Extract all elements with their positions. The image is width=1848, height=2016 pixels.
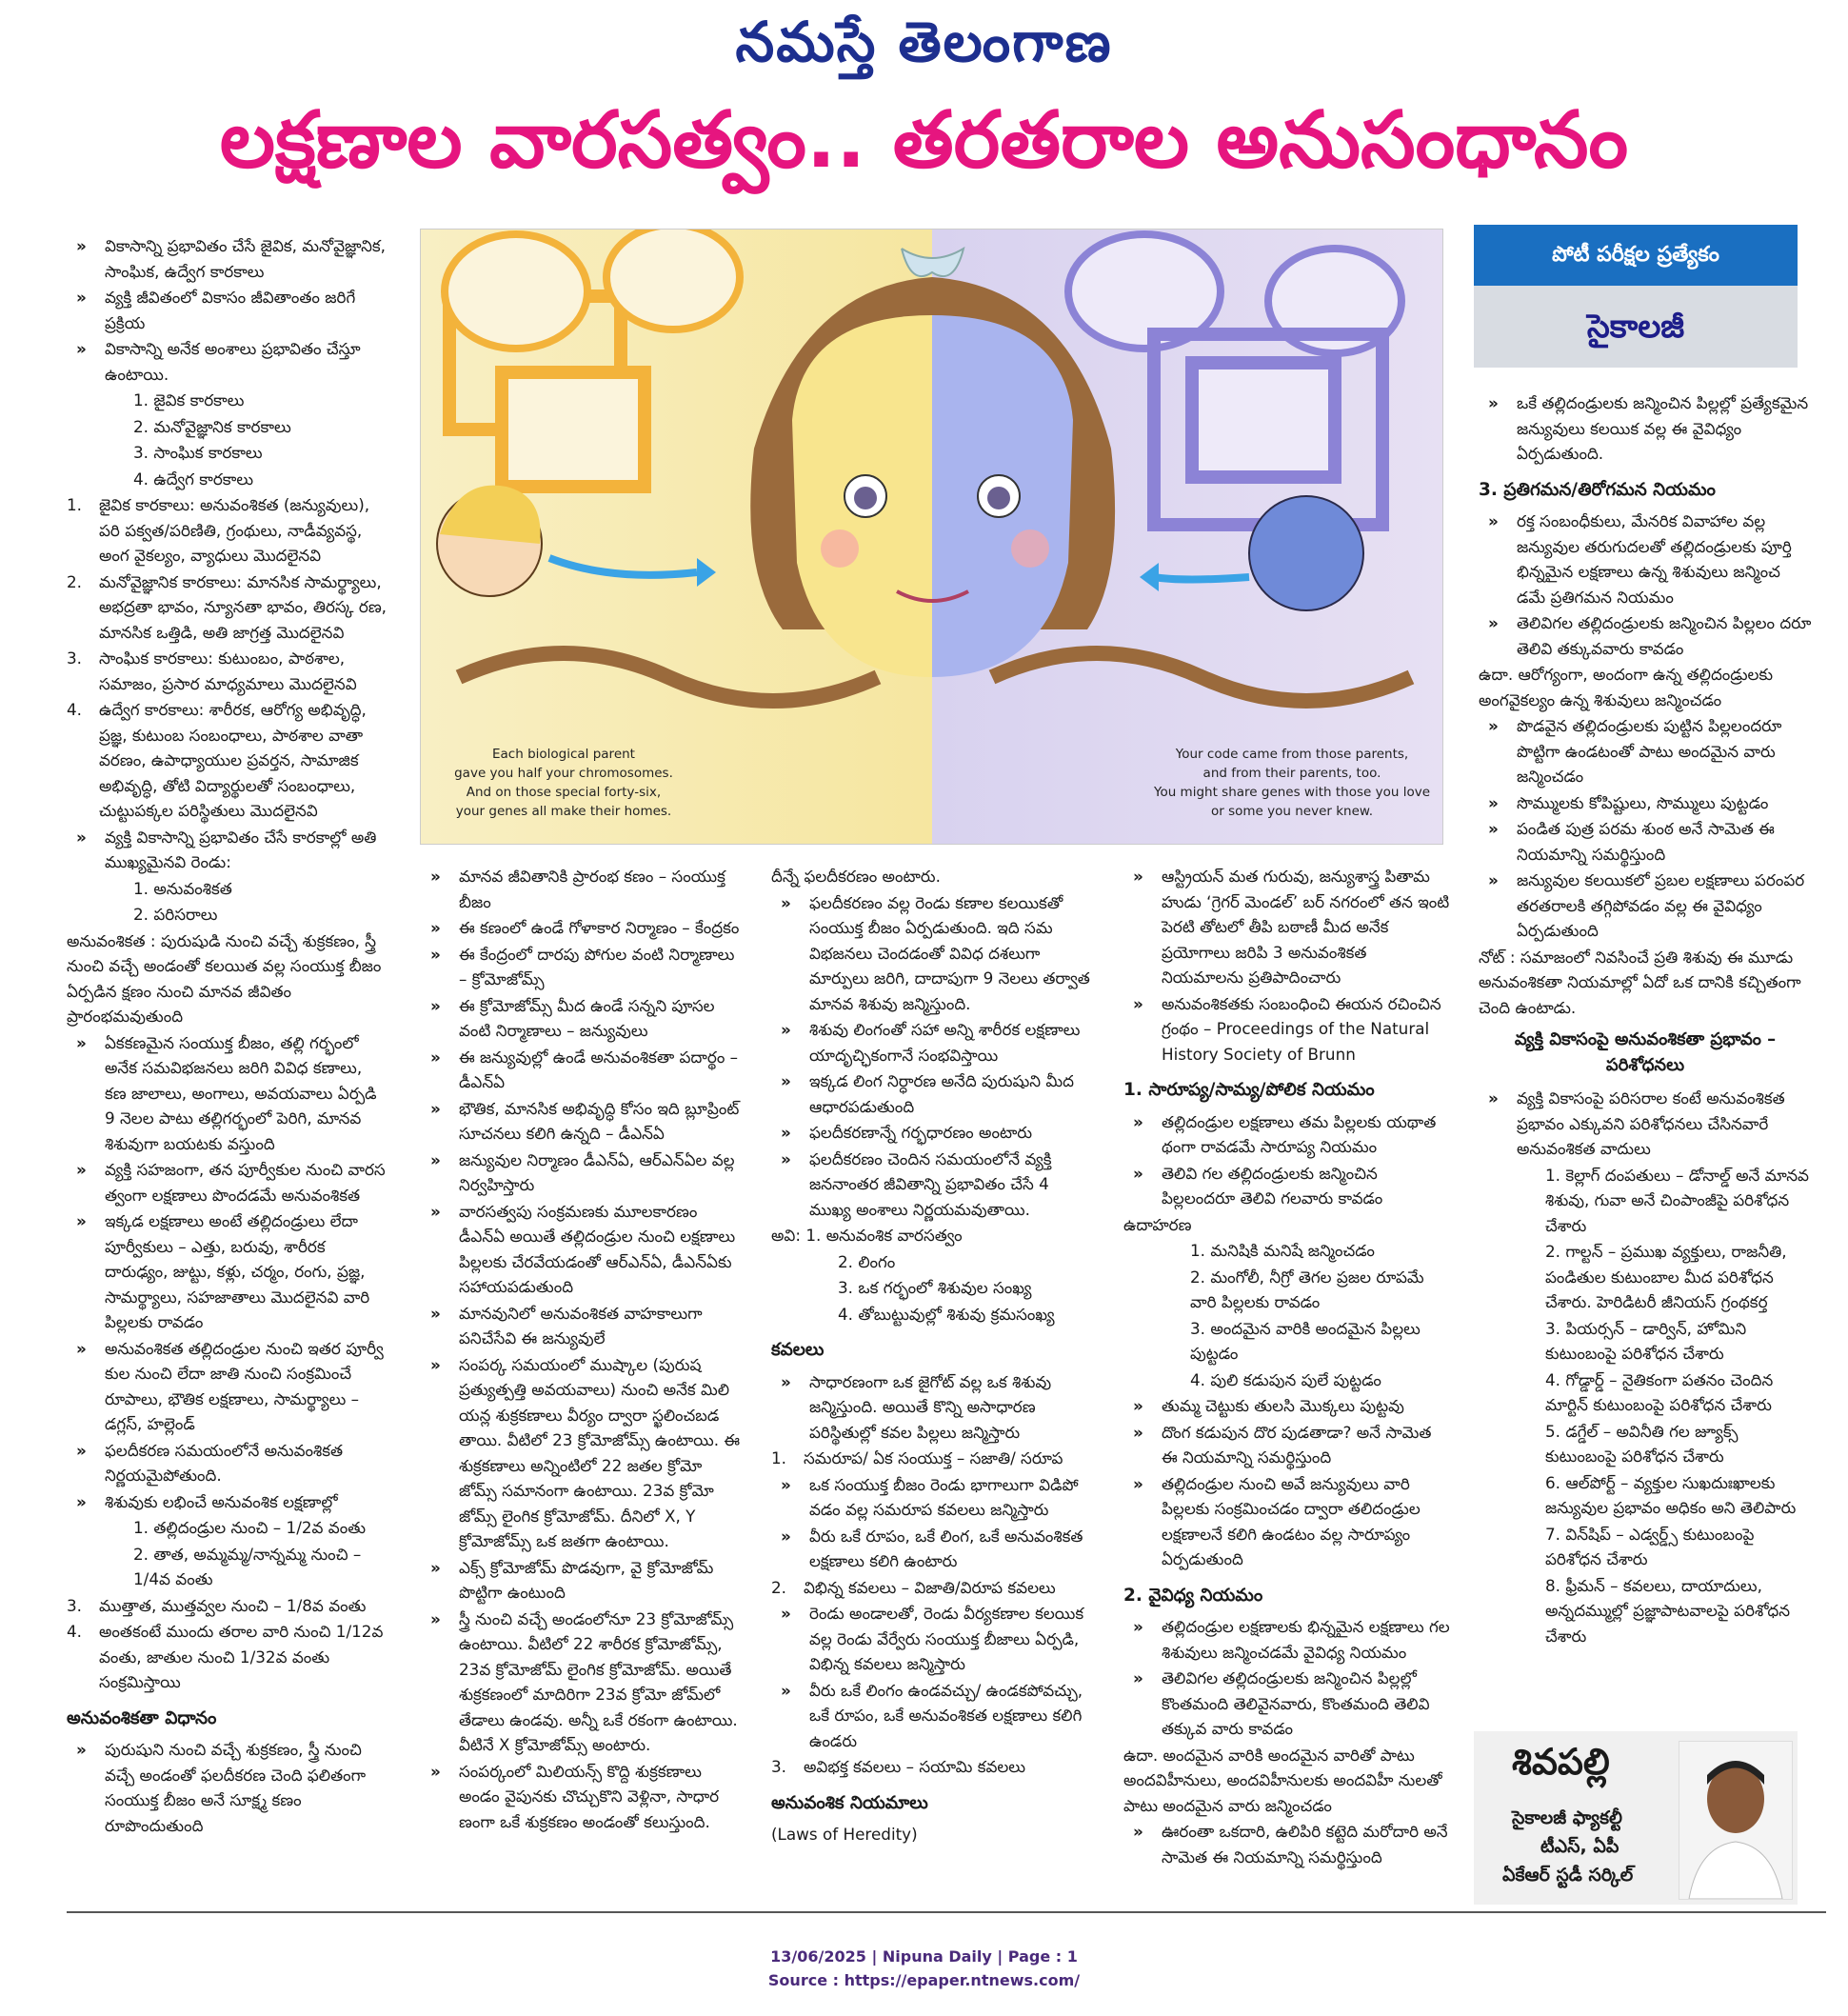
list-item: 1. జైవిక కారకాలు: [133, 390, 245, 409]
list-item: » తెలివిగల తల్లిదండ్రులకు జన్మించిన పిల్లల్లో కొంతమంది తెలివైనవారు, కొంతమంది తెలివి తక్కువ వారు కావడం: [1123, 1666, 1452, 1742]
list-item: » మానవ జీవితానికి ప్రారంభ కణం – సంయుక్త బీజం: [421, 864, 743, 914]
list-item: » ఫలదీకరణాన్నే గర్భధారణం అంటారు: [771, 1120, 1095, 1146]
item-number: 3.: [67, 1595, 83, 1615]
list-item: » పొడవైన తల్లిదండ్రులకు పుట్టిన పిల్లలందరూ పొట్టిగా ఉండటంతో పాటు అందమైన వారు జన్మించడం: [1479, 713, 1812, 789]
parents-frame-left: [502, 372, 645, 487]
list-item: » ఊరంతా ఒకదారి, ఉలిపిరి కట్టెది మరోదారి అనే సామెత ఈ నియమాన్ని సమర్థిస్తుంది: [1123, 1819, 1452, 1869]
article-column-3: [771, 864, 1095, 1848]
section-heading: 2. వైవిధ్య నియమం: [1123, 1585, 1263, 1606]
child-cheek: [1011, 529, 1049, 568]
list-item: [771, 1575, 1095, 1601]
list-item: » ఏకకణమైన సంయుక్త బీజం, తల్లి గర్భంలో అనేక సమవిభజనలు జరిగి వివిధ కణాలు, కణ జాలాలు, అంగాలు, అవయవాలు ఏర్పడి 9 నెలల పాటు తల్లిగర్భంలో పెరిగి, మానవ శిశువుగా బయటకు వస్తుంది: [67, 1030, 388, 1157]
list-item: » ఫలదీకరణ సమయంలోనే అనువంశికత నిర్ణయమైపోతుంది.: [67, 1438, 388, 1488]
list-item: 2. గాల్టన్ – ప్రముఖ వ్యక్తులు, రాజనీతి, పండితుల కుటుంబాల మీద పరిశోధన చేశారు. హెరిడిటరీ జీనియస్ గ్రంథకర్త: [1545, 1242, 1787, 1311]
list-item: » ఇక్కడ లక్షణాలు అంటే తల్లిదండ్రులు లేదా పూర్వీకులు – ఎత్తు, బరువు, శారీరక దారుఢ్యం, జుట్టు, కళ్లు, చర్మం, రంగు, ప్రజ్ఞ, సామర్థ్యాలు, సహజాతాలు మొదలైనవి వారి పిల్లలకు రావడం: [67, 1208, 388, 1335]
list-item: » ఇక్కడ లింగ నిర్ధారణ అనేది పురుషుని మీద ఆధారపడుతుంది: [771, 1068, 1095, 1119]
parents-frame-right: [1192, 363, 1335, 477]
item-text: అంతకంటే ముందు తరాల వారి నుంచి 1/12వ వంతు, జాతుల నుంచి 1/32వ వంతు సంక్రమిస్తాయి: [99, 1622, 384, 1691]
section-heading: 3. ప్రతిగమన/తిరోగమన నియమం: [1479, 479, 1716, 500]
section-tag: పోటీ పరీక్షల ప్రత్యేకం: [1474, 225, 1798, 286]
list-item: » జన్యువుల కలయికలో ప్రబల లక్షణాలు పరంపర తరతరాలకి తగ్గిపోవడం వల్ల ఈ వైవిధ్యం ఏర్పడుతుంది: [1479, 868, 1812, 944]
list-item: » వ్యక్తి వికాసాన్ని ప్రభావితం చేసే కారకాల్లో అతి ముఖ్యమైనవి రెండు:: [67, 825, 388, 875]
list-item: 5. డగ్డేల్ – అవినీతి గల జ్యూక్స్ కుటుంబంపై పరిశోధన చేశారు: [1545, 1421, 1739, 1466]
list-item: » ఆస్ట్రియన్ మత గురువు, జన్యుశాస్త్ర పితామ హుడు ‘గ్రెగర్ మెండల్’ బర్ నగరంలో తన ఇంటి పెరటి తోటలో తీపి బఠాణీ మీద అనేక ప్రయోగాలు జరిపి 3 అనువంశికత నియమాలను ప్రతిపాదించారు: [1123, 864, 1452, 990]
list-item: 2. పరిసరాలు: [133, 905, 218, 924]
list-item: నోట్ : సమాజంలో నివసించే ప్రతి శిశువు ఈ మూడు అనువంశికతా నియమాల్లో ఏదో ఒక దానికి కచ్చితంగా చెంది ఉంటాడు.: [1479, 947, 1801, 1017]
item-text: ఉద్వేగ కారకాలు: శారీరక, ఆరోగ్య అభివృద్ధి, ప్రజ్ఞ, కుటుంబ సంబంధాలు, పాఠశాల వాతా వరణం, ఉపాధ్యాయుల ప్రవర్తన, సామాజిక అభివృద్ధి, తోటి విద్యార్థులతో సంబంధాలు, చుట్టుపక్కల పరిస్థితులు మొదలైనవి: [99, 700, 367, 820]
list-item: » రక్త సంబంధీకులు, మేనరిక వివాహాల వల్ల జన్యువుల తరుగుదలతో తల్లిదండ్రులకు పూర్తి భిన్నమైన లక్షణాలు ఉన్న శిశువులు జన్మించ డమే ప్రతిగమన నియమం: [1479, 509, 1812, 609]
list-item: » సొమ్ములకు కోపిష్టులు, సొమ్ములు పుట్టడం: [1479, 790, 1812, 816]
item-number: 1.: [771, 1448, 787, 1467]
section-heading: కవలలు: [771, 1340, 825, 1360]
illustration: [420, 229, 1443, 845]
list-item: ఉదా. ఆరోగ్యంగా, అందంగా ఉన్న తల్లిదండ్రులకు అంగవైకల్యం ఉన్న శిశువులు జన్మించడం: [1479, 665, 1773, 709]
list-item: 8. ఫ్రీమన్ – కవలలు, దాయాదులు, అన్నదమ్ముల్లో ప్రజ్ఞాపాటవాలపై పరిశోధన చేశారు: [1545, 1575, 1790, 1646]
list-item: 1. అనువంశికత: [133, 878, 232, 898]
article-column-1: [67, 233, 388, 1839]
caption-left-line: your genes all make their homes.: [455, 804, 672, 819]
list-item: 1. తల్లిదండ్రుల నుంచి – 1/2వ వంతు: [133, 1518, 367, 1537]
item-text: విభిన్న కవలలు – విజాతి/విరూప కవలలు: [804, 1577, 1056, 1597]
item-number: 2.: [771, 1577, 787, 1597]
footer-source-line: Source : https://epaper.ntnews.com/: [767, 1971, 1081, 1989]
list-item: [67, 569, 388, 646]
portrait-bubble: [445, 234, 587, 349]
child-cheek: [821, 529, 859, 568]
author-box: [1474, 1731, 1798, 1905]
list-item: 4. గోడ్డార్డ్ – నైతికంగా పతనం చెందిన మార్టిన్ కుటుంబంపై పరిశోధన చేశారు: [1545, 1369, 1774, 1414]
item-number: 4.: [67, 700, 83, 719]
list-item: » అనువంశికత తల్లిదండ్రుల నుంచి ఇతర పూర్వీ కుల నుంచి లేదా జాతి నుంచి సంక్రమించే రూపాలు, భౌతిక లక్షణాలు, సామర్థ్యాలు – డగ్లస్, హల్లెండ్: [67, 1336, 388, 1437]
list-item: » తల్లిదండ్రుల లక్షణాలు తమ పిల్లలకు యథాత థంగా రావడమే సారూప్య నియమం: [1123, 1109, 1452, 1160]
item-number: 1.: [67, 495, 83, 514]
author-role: సైకాలజీ ఫ్యాకల్టీ: [1512, 1807, 1622, 1828]
list-item: » ఈ జన్యువుల్లో ఉండే అనువంశికతా పదార్థం – డీఎన్ఏ: [421, 1045, 743, 1095]
list-item: 4. తోబుట్టువుల్లో శిశువు క్రమసంఖ్య: [838, 1304, 1055, 1324]
caption-left-line: And on those special forty-six,: [466, 785, 662, 800]
item-text: అవిభక్త కవలలు – సయామి కవలలు: [804, 1757, 1025, 1776]
list-item: ఉదా. అందమైన వారికి అందమైన వారితో పాటు అందవిహీనులు, అందవిహీనులకు అందవిహీ నులతో పాటు అందమైన వారు జన్మించడం: [1123, 1745, 1442, 1815]
caption-right-line: Your code came from those parents,: [1175, 747, 1409, 762]
list-item: » ఎక్స్ క్రోమోజోమ్ పొడవుగా, వై క్రోమోజోమ్ పొట్టిగా ఉంటుంది: [421, 1555, 743, 1606]
list-item: » వీరు ఒకే రూపం, ఒకే లింగ, ఒకే అనువంశికత లక్షణాలు కలిగి ఉంటారు: [771, 1524, 1095, 1574]
caption-left-line: gave you half your chromosomes.: [454, 766, 673, 781]
item-number: 3.: [771, 1757, 787, 1776]
child-pupil: [854, 487, 877, 509]
section-heading: అనువంశికతా విధానం: [67, 1707, 217, 1728]
caption-left-line: Each biological parent: [492, 747, 635, 762]
list-item: » తల్లిదండ్రుల లక్షణాలకు భిన్నమైన లక్షణాలు గల శిశువులు జన్మించడమే వైవిధ్య నియమం: [1123, 1614, 1452, 1665]
list-item: » సంపర్క సమయంలో ముష్కాల (పురుష ప్రత్యుత్పత్తి అవయవాలు) నుంచి అనేక మిలి యన్ల శుక్రకణాలు వీర్యం ద్వారా స్ఖలించబడ తాయి. వీటిలో 23 క్రోమోజోమ్స్ ఉంటాయి. ఈ శుక్రకణాలు అన్నింటిలో 22 జతల క్రోమో జోమ్స్ సమానంగా ఉంటాయి. 23వ క్రోమో జోమ్స్ లైంగిక క్రోమోజోమ్. దీనిలో X, Y క్రోమోజోమ్స్ ఒక జతగా ఉంటాయి.: [421, 1352, 743, 1554]
list-item: (Laws of Heredity): [771, 1825, 918, 1844]
list-item: 3. ఒక గర్భంలో శిశువుల సంఖ్య: [838, 1278, 1032, 1297]
author-role: ఏకేఆర్ స్టడీ సర్కిల్: [1502, 1865, 1634, 1886]
list-item: [67, 492, 388, 569]
list-item: » వ్యక్తి సహజంగా, తన పూర్వీకుల నుంచి వారస త్వంగా లక్షణాలు పొందడమే అనువంశికత: [67, 1157, 388, 1208]
author-role: టీఎస్, ఏపీ: [1540, 1836, 1619, 1857]
list-item: » వీరు ఒకే లింగం ఉండవచ్చు/ ఉండకపోవచ్చు, ఒకే రూపం, ఒకే అనువంశికత లక్షణాలు కలిగి ఉండరు: [771, 1678, 1095, 1754]
list-item: » వికాసాన్ని అనేక అంశాలు ప్రభావితం చేస్తూ ఉంటాయి.: [67, 336, 388, 387]
caption-right-line: or some you never knew.: [1210, 804, 1374, 819]
list-item: 3. సాంఘిక కారకాలు: [133, 443, 263, 462]
portrait-bubble: [606, 229, 740, 329]
arrow-right: [1154, 577, 1249, 580]
masthead-logo: నమస్తే తెలంగాణ: [735, 10, 1113, 74]
list-item: » పండిత పుత్ర పరమ శుంఠ అనే సామెత ఈ నియమాన్ని సమర్థిస్తుంది: [1479, 816, 1812, 867]
list-item: » తల్లిదండ్రుల నుంచి అవే జన్యువులు వారి పిల్లలకు సంక్రమించడం ద్వారా తలిదండ్రుల లక్షణాలనే కలిగి ఉండటం వల్ల సారూప్యం ఏర్పడుతుంది: [1123, 1471, 1452, 1572]
item-text: మనోవైజ్ఞానిక కారకాలు: మానసిక సామర్థ్యాలు, అభద్రతా భావం, న్యూనతా భావం, తిరస్క రణ, మానసిక ఒత్తిడి, అతి జాగ్రత్త మొదలైనవి: [99, 571, 387, 642]
list-item: » ఫలదీకరణం వల్ల రెండు కణాల కలయికతో సంయుక్త బీజం ఏర్పడుతుంది. ఇది సమ విభజనలు చెందడంతో వివిధ దశలుగా మార్పులు జరిగి, దాదాపుగా 9 నెలలు తర్వాత మానవ శిశువు జన్మిస్తుంది.: [771, 890, 1095, 1017]
list-item: » వారసత్వపు సంక్రమణకు మూలకారణం డీఎన్ఏ అయితే తల్లిదండ్రుల నుంచి లక్షణాలు పిల్లలకు చేరవేయడంతో ఆర్ఎన్ఏ, డీఎన్ఏకు సహాయపడుతుంది: [421, 1199, 743, 1300]
list-item: » సాధారణంగా ఒక జైగోట్ వల్ల ఒక శిశువు జన్మిస్తుంది. అయితే కొన్ని అసాధారణ పరిస్థితుల్లో కవల పిల్లలు జన్మిస్తారు: [771, 1369, 1095, 1446]
caption-right-line: and from their parents, too.: [1202, 766, 1381, 781]
list-item: » భౌతిక, మానసిక అభివృద్ధి కోసం ఇది బ్లూప్రింట్ సూచనలు కలిగి ఉన్నది – డీఎన్ఏ: [421, 1096, 743, 1147]
list-item: [67, 1619, 388, 1695]
list-item: [771, 1754, 1095, 1780]
item-number: 2.: [67, 571, 83, 591]
list-item: 6. ఆల్‌పోర్ట్ – వ్యక్తుల సుఖదుఃఖాలకు జన్యువుల ప్రభావం అధికం అని తెలిపారు: [1545, 1472, 1797, 1517]
list-item: 7. విన్‌షిప్ – ఎడ్వర్డ్స్ కుటుంబంపై పరిశోధన చేశారు: [1545, 1524, 1755, 1568]
list-item: 3. అందమైన వారికి అందమైన పిల్లలు పుట్టడం: [1190, 1318, 1421, 1363]
list-item: » దొంగ కడుపున దొర పుడతాడా? అనే సామెత ఈ నియమాన్ని సమర్థిస్తుంది: [1123, 1420, 1452, 1470]
list-item: » స్త్రీ నుంచి వచ్చే అండంలోనూ 23 క్రోమోజోమ్స్ ఉంటాయి. వీటిలో 22 శారీరక క్రోమోజోమ్స్, 23వ క్రోమోజోమ్ లైంగిక క్రోమోజోమ్. అయితే శుక్రకణంలో మాదిరిగా 23వ క్రోమో జోమ్‌లో తేడాలు ఉండవు. అన్నీ ఒకే రకంగా ఉంటాయి. వీటినే X క్రోమోజోమ్స్ అంటారు.: [421, 1607, 743, 1758]
author-photo: [1679, 1741, 1793, 1900]
list-item: » వికాసాన్ని ప్రభావితం చేసే జైవిక, మనోవైజ్ఞానిక, సాంఘిక, ఉద్వేగ కారకాలు: [67, 233, 388, 284]
item-number: 3.: [67, 649, 83, 668]
item-text: ముత్తాత, ముత్తవ్వల నుంచి – 1/8వ వంతు: [99, 1595, 367, 1615]
list-item: 2. లింగం: [838, 1251, 896, 1271]
list-item: 1. కెల్లాగ్ దంపతులు – డోనాల్డ్ అనే మానవ శిశువు, గువా అనే చింపాంజీపై పరిశోధన చేశారు: [1545, 1165, 1809, 1235]
list-item: » ఈ క్రోమోజోమ్స్ మీద ఉండే సన్నని పూసల వంటి నిర్మాణాలు – జన్యువులు: [421, 993, 743, 1044]
section-heading: అనువంశిక నియమాలు: [771, 1792, 928, 1813]
list-item: ఉదాహరణ: [1123, 1214, 1192, 1234]
list-item: [771, 1446, 1095, 1471]
section-heading: వ్యక్తి వికాసంపై అనువంశికతా ప్రభావం – పరిశోధనలు: [1514, 1029, 1777, 1075]
list-item: » సంపర్కంలో మిలియన్స్ కొద్ది శుక్రకణాలు అండం వైపునకు చొచ్చుకొని వెళ్లినా, సాధార ణంగా ఒకే శుక్రకణం అండంతో కలుస్తుంది.: [421, 1759, 743, 1835]
caption-right-line: You might share genes with those you love: [1153, 785, 1431, 800]
list-item: [67, 1593, 388, 1619]
list-item: 2. మంగోలీ, నీగ్రో తెగల ప్రజల రూపమే వారి పిల్లలకు రావడం: [1190, 1267, 1424, 1311]
item-text: సాంఘిక కారకాలు: కుటుంబం, పాఠశాల, సమాజం, ప్రసార మాధ్యమాలు మొదలైనవి: [99, 649, 357, 693]
headline: లక్షణాల వారసత్వం.. తరతరాల అనుసంధానం: [219, 95, 1629, 186]
list-item: 2. తాత, అమ్మమ్మ/నాన్నమ్మ నుంచి – 1/4వ వంతు: [133, 1544, 362, 1588]
item-text: సమరూప/ ఏక సంయుక్త – సజాతి/ సరూప: [804, 1448, 1063, 1467]
subject-banner: సైకాలజీ: [1474, 286, 1798, 368]
list-item: [67, 646, 388, 696]
list-item: » ఈ కణంలో ఉండే గోళాకార నిర్మాణం – కేంద్రకం: [421, 915, 743, 941]
item-number: 4.: [67, 1622, 83, 1641]
list-item: » తెలివి గల తల్లిదండ్రులకు జన్మించిన పిల్లలందరూ తెలివి గలవారు కావడం: [1123, 1161, 1452, 1211]
list-item: అనువంశికత : పురుషుడి నుంచి వచ్చే శుక్రకణం, స్త్రీ నుంచి వచ్చే అండంతో కలయిత వల్ల సంయుక్త బీజం ఏర్పడిన క్షణం నుంచి మానవ జీవితం ప్రారంభమవుతుంది: [67, 930, 382, 1026]
list-item: » ఒక సంయుక్త బీజం రెండు భాగాలుగా విడిపో వడం వల్ల సమరూప కవలలు జన్మిస్తారు: [771, 1472, 1095, 1523]
list-item: » ఈ కేంద్రంలో దారపు పోగుల వంటి నిర్మాణాలు – క్రోమోజోమ్స్: [421, 942, 743, 992]
list-item: దీన్నే ఫలదీకరణం అంటారు.: [771, 867, 941, 886]
list-item: » పురుషుని నుంచి వచ్చే శుక్రకణం, స్త్రీ నుంచి వచ్చే అండంతో ఫలదీకరణ చెంది ఫలితంగా సంయుక్త బీజం అనే సూక్ష్మ కణం రూపొందుతుంది: [67, 1737, 388, 1838]
parent-face-right: [1249, 496, 1363, 610]
list-item: » అనువంశికతకు సంబంధించి ఈయన రచించిన గ్రంథం – Proceedings of the Natural History Society of Brunn: [1123, 991, 1452, 1068]
list-item: [67, 697, 388, 824]
list-item: » తెలివిగల తల్లిదండ్రులకు జన్మించిన పిల్లలం దరూ తెలివి తక్కువవారు కావడం: [1479, 610, 1812, 661]
article-column-2: [421, 864, 743, 1835]
list-item: అవి: 1. అనువంశిక వారసత్వం: [771, 1226, 963, 1245]
article-column-5: [1479, 390, 1812, 1649]
list-item: 4. ఉద్వేగ కారకాలు: [133, 469, 254, 489]
list-item: » తుమ్మ చెట్టుకు తులసి మొక్కలు పుట్టవు: [1123, 1393, 1452, 1419]
list-item: » వ్యక్తి జీవితంలో వికాసం జీవితాంతం జరిగే ప్రక్రియ: [67, 285, 388, 335]
author-name: శివపల్లి: [1512, 1741, 1610, 1783]
article-column-4: [1123, 864, 1452, 1870]
list-item: » వ్యక్తి వికాసంపై పరిసరాల కంటే అనువంశికత ప్రభావం ఎక్కువని పరిశోధనలు చేసినవారే అనువంశికత వాదులు: [1479, 1086, 1812, 1162]
list-item: 3. పియర్సన్ – డార్విన్, హోమిని కుటుంబంపై పరిశోధన చేశారు: [1545, 1318, 1747, 1363]
list-item: » శిశువు లింగంతో సహా అన్ని శారీరక లక్షణాలు యాదృచ్ఛికంగానే సంభవిస్తాయి: [771, 1017, 1095, 1068]
child-pupil: [987, 487, 1010, 509]
list-item: » రెండు అండాలతో, రెండు వీర్యకణాల కలయిక వల్ల రెండు వేర్వేరు సంయుక్త బీజాలు ఏర్పడి, విభిన్న కవలలు జన్మిస్తారు: [771, 1601, 1095, 1677]
list-item: » ఒకే తల్లిదండ్రులకు జన్మించిన పిల్లల్లో ప్రత్యేకమైన జన్యువులు కలయిక వల్ల ఈ వైవిధ్యం ఏర్పడుతుంది.: [1479, 390, 1812, 467]
list-item: 2. మనోవైజ్ఞానిక కారకాలు: [133, 416, 291, 436]
list-item: » జన్యువుల నిర్మాణం డీఎన్ఏ, ఆర్ఎన్ఏల వల్ల నిర్వహిస్తారు: [421, 1148, 743, 1198]
list-item: 4. పులి కడుపున పులే పుట్టడం: [1190, 1369, 1381, 1389]
footer-divider: [67, 1911, 1826, 1913]
footer-date-line: 13/06/2025 | Nipuna Daily | Page : 1: [770, 1947, 1078, 1966]
list-item: » మానవునిలో అనువంశికత వాహకాలుగా పనిచేసేవి ఈ జన్యువులే: [421, 1301, 743, 1351]
item-text: జైవిక కారకాలు: అనువంశికత (జన్యువులు), పరి పక్వత/పరిణితి, గ్రంథులు, నాడీవ్యవస్థ, అంగ వైకల్యం, వ్యాధులు మొదలైనవి: [99, 495, 370, 565]
list-item: 1. మనిషికి మనిషే జన్మించడం: [1190, 1241, 1375, 1260]
section-heading: 1. సారూప్య/సామ్య/పోలిక నియమం: [1123, 1080, 1375, 1100]
list-item: » ఫలదీకరణం చెందిన సమయంలోనే వ్యక్తి జననాంతర జీవితాన్ని ప్రభావితం చేసే 4 ముఖ్య అంశాలు నిర్ణయమవుతాయి.: [771, 1147, 1095, 1223]
list-item: » శిశువుకు లభించే అనువంశిక లక్షణాల్లో: [67, 1489, 388, 1515]
